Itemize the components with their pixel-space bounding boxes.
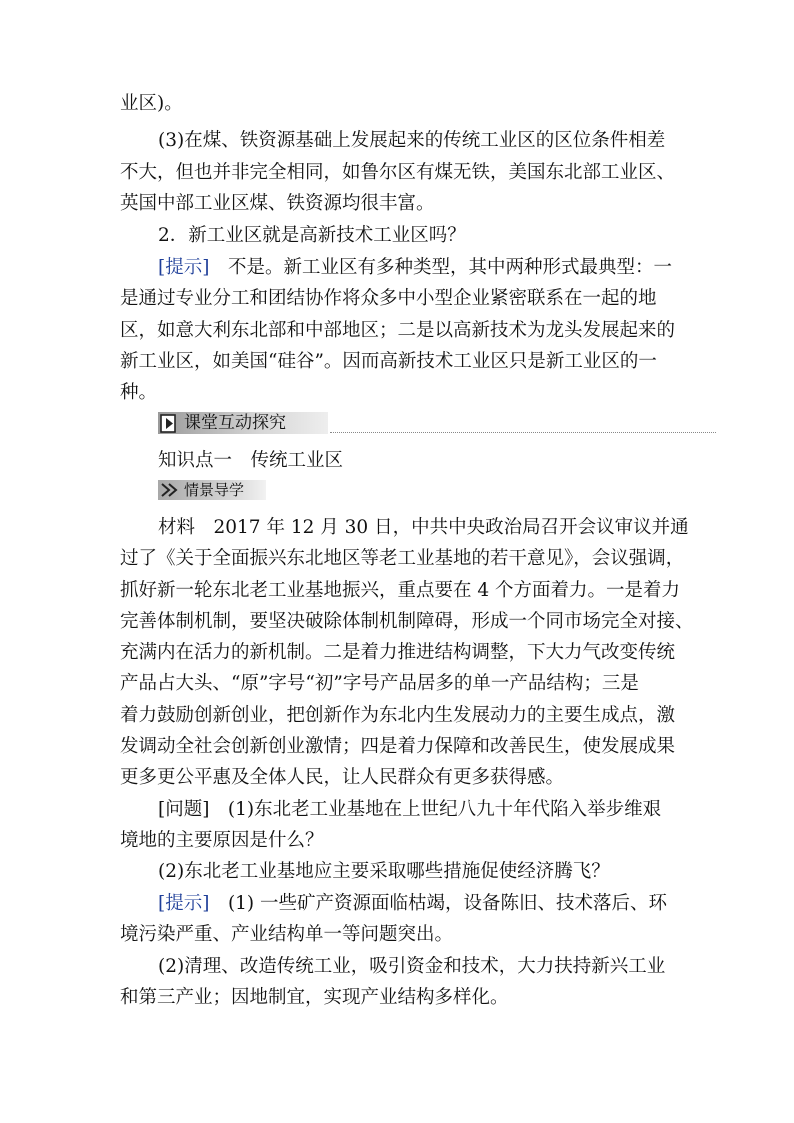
text-line: 区，如意大利东北部和中部地区；二是以高新技术为龙头发展起来的 (120, 320, 676, 341)
material-line: 充满内在活力的新机制。二是着力推进结构调整，下大力气改变传统 (120, 642, 676, 663)
text-line (158, 252, 718, 284)
text-line: 是通过专业分工和团结协作将众多中小型企业紧密联系在一起的地 (120, 288, 657, 309)
hint-tag: [提示] (158, 893, 210, 914)
text-line: 业区)。 (120, 93, 183, 114)
material-line: 完善体制机制，要坚决破除体制机制障碍，形成一个同市场完全对接、 (120, 611, 694, 632)
material-line: 产品占大头、“原”字号“初”字号产品居多的单一产品结构；三是 (120, 673, 639, 694)
answer-line: 和第三产业；因地制宜，实现产业结构多样化。 (120, 987, 509, 1008)
text-line: 不大，但也并非完全相同，如鲁尔区有煤无铁，美国东北部工业区、 (120, 162, 676, 183)
text-line: 种。 (120, 382, 158, 403)
question-2: 2．新工业区就是高新技术工业区吗？ (158, 225, 466, 246)
question-line: [问题] (1)东北老工业基地在上世纪八九十年代陷入举步维艰 (158, 799, 662, 820)
text-line: (3)在煤、铁资源基础上发展起来的传统工业区的区位条件相差 (158, 130, 666, 151)
material-line: 发调动全社会创新创业激情；四是着力保障和改善民生，使发展成果 (120, 736, 676, 757)
text-line: 英国中部工业区煤、铁资源均很丰富。 (120, 193, 435, 214)
hint-tag: [提示] (158, 257, 210, 278)
divider (330, 432, 716, 433)
answer-text: (1) 一些矿产资源面临枯竭，设备陈旧、技术落后、环 (209, 893, 668, 914)
section-title: 课堂互动探究 (184, 413, 286, 433)
subsection-title: 情景导学 (184, 481, 245, 499)
material-line: 抓好新一轮东北老工业基地振兴，重点要在 4 个方面着力。一是着力 (120, 580, 681, 601)
material-line: 着力鼓励创新创业，把创新作为东北内生发展动力的主要生成点，激 (120, 705, 676, 726)
question-line: 境地的主要原因是什么？ (120, 830, 324, 851)
answer-line: 境污染严重、产业结构单一等问题突出。 (120, 924, 454, 945)
answer-line: (2)清理、改造传统工业，吸引资金和技术，大力扶持新兴工业 (158, 956, 666, 977)
answer-line (158, 888, 718, 920)
question-line: (2)东北老工业基地应主要采取哪些措施促使经济腾飞？ (158, 861, 610, 882)
section-header (158, 410, 716, 436)
hint-text: 不是。新工业区有多种类型，其中两种形式最典型：一 (209, 257, 672, 278)
knowledge-point-title: 知识点一 传统工业区 (158, 450, 344, 471)
text-line: 新工业区，如美国“硅谷”。因而高新技术工业区只是新工业区的一 (120, 351, 657, 372)
material-line: 过了《关于全面振兴东北地区等老工业基地的若干意见》，会议强调， (120, 548, 685, 569)
material-line: 更多更公平惠及全体人民，让人民群众有更多获得感。 (120, 767, 565, 788)
material-line: 材料 2017 年 12 月 30 日，中共中央政治局召开会议审议并通 (158, 517, 689, 538)
double-chevron-icon (160, 482, 178, 498)
section-arrow-icon (160, 412, 180, 434)
subsection-header (158, 478, 268, 502)
